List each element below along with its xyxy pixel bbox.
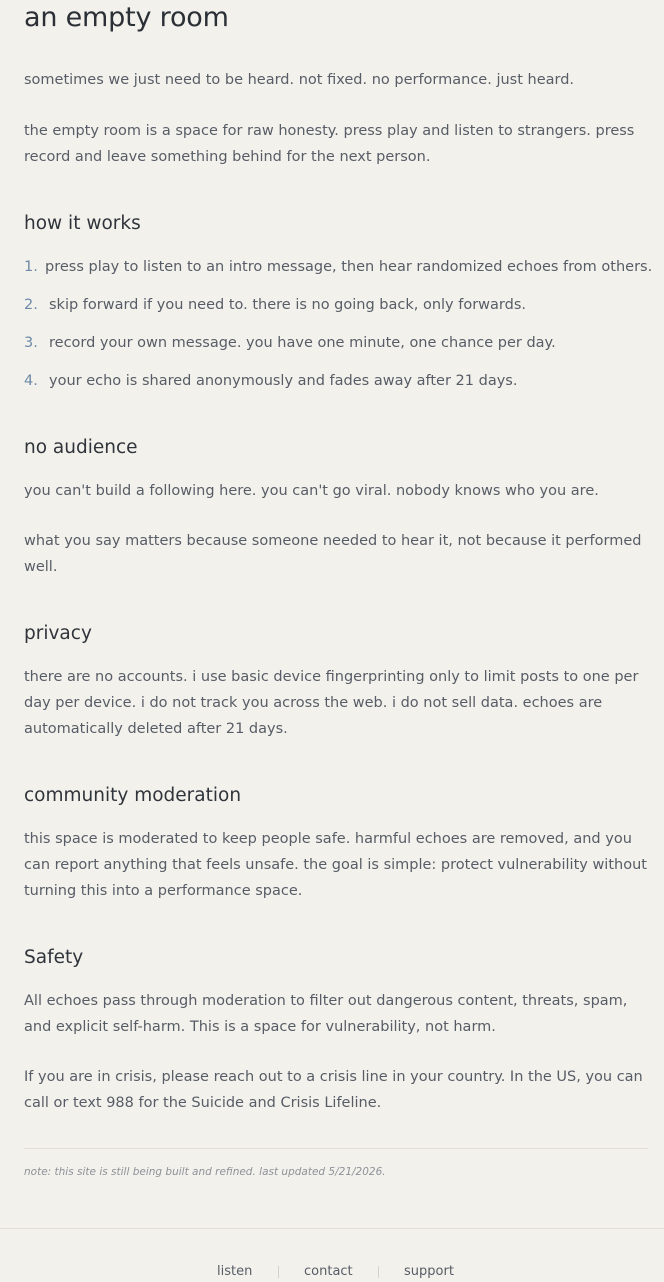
list-item-number: 4. [24, 373, 38, 389]
footer-divider [0, 1228, 664, 1229]
safety-heading: Safety [24, 947, 84, 968]
page-title: an empty room [24, 2, 229, 33]
list-item-number: 2. [24, 297, 38, 313]
footer-link-contact[interactable]: contact [304, 1264, 353, 1279]
safety-paragraph-1: All echoes pass through moderation to filter out dangerous content, threats, spam, and explicit self-harm. This is a space for vulnerability, not harm. [24, 993, 628, 1035]
intro-paragraph-1: sometimes we just need to be heard. not fixed. no performance. just heard. [24, 72, 575, 88]
list-item [24, 330, 664, 356]
list-item-text: your echo is shared anonymously and fades away after 21 days. [49, 373, 518, 389]
how-it-works-heading: how it works [24, 213, 141, 234]
footer-separator [278, 1266, 279, 1278]
list-item-number: 1. [24, 259, 38, 275]
safety-paragraph-2: If you are in crisis, please reach out to a crisis line in your country. In the US, you can call or text 988 for the Suicide and Crisis Lifeline. [24, 1069, 643, 1111]
moderation-heading: community moderation [24, 785, 242, 806]
footer-link-listen[interactable]: listen [217, 1264, 253, 1279]
build-note: note: this site is still being built and refined. last updated 5/21/2026. [24, 1166, 386, 1178]
footer-link-support[interactable]: support [404, 1264, 454, 1279]
no-audience-heading: no audience [24, 437, 138, 458]
footer-nav [0, 1262, 664, 1282]
divider [24, 1148, 648, 1149]
no-audience-paragraph-1: you can't build a following here. you can't go viral. nobody knows who you are. [24, 483, 599, 499]
privacy-paragraph: there are no accounts. i use basic device fingerprinting only to limit posts to one per day per device. i do not track you across the web. i do not sell data. echoes are automatically deleted after 21 days. [24, 669, 639, 737]
list-item-text: skip forward if you need to. there is no going back, only forwards. [49, 297, 527, 313]
list-item [24, 292, 664, 318]
footer-separator [378, 1266, 379, 1278]
list-item [24, 254, 664, 280]
moderation-paragraph: this space is moderated to keep people safe. harmful echoes are removed, and you can report anything that feels unsafe. the goal is simple: protect vulnerability without turning this into a performance space. [24, 831, 647, 899]
no-audience-paragraph-2: what you say matters because someone needed to hear it, not because it performed well. [24, 533, 642, 575]
privacy-heading: privacy [24, 623, 92, 644]
intro-paragraph-2: the empty room is a space for raw honesty. press play and listen to strangers. press record and leave something behind for the next person. [24, 123, 635, 165]
list-item-text: record your own message. you have one minute, one chance per day. [49, 335, 556, 351]
list-item-text: press play to listen to an intro message, then hear randomized echoes from others. [45, 259, 653, 275]
list-item [24, 368, 664, 394]
list-item-number: 3. [24, 335, 38, 351]
